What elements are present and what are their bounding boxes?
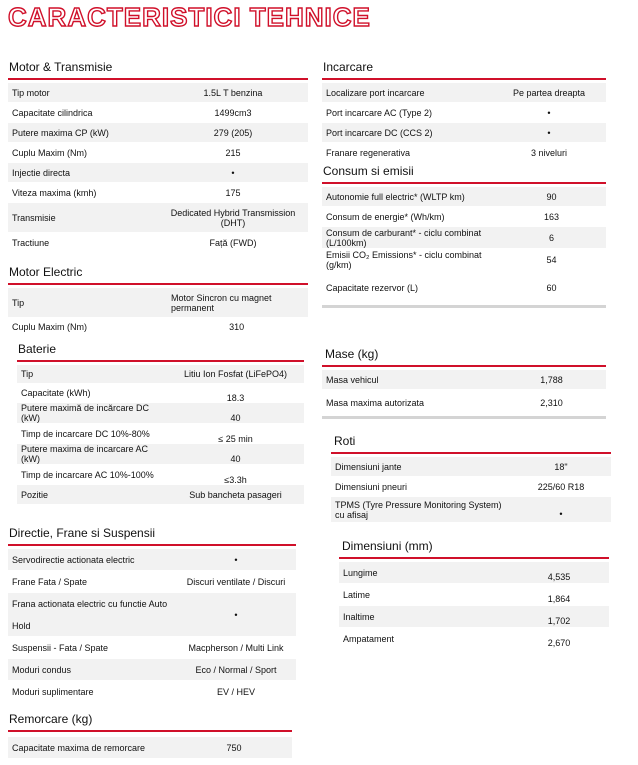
spec-table	[339, 562, 609, 650]
table-row	[8, 637, 296, 659]
row-value: 2,310	[540, 397, 563, 408]
spec-table	[8, 83, 308, 253]
table-row	[8, 549, 296, 571]
table-row	[17, 365, 304, 384]
table-row	[8, 288, 308, 318]
row-value: Macpherson / Multi Link	[188, 642, 284, 653]
row-value: 54	[546, 254, 557, 265]
section-divider	[322, 182, 606, 184]
row-value: 1,788	[540, 374, 563, 385]
section-title: Motor & Transmisie	[9, 60, 113, 74]
section-divider	[331, 452, 611, 454]
row-label: Tip motor	[12, 87, 50, 98]
row-label: Putere maximă de incărcare DC (kW)	[21, 403, 150, 423]
bullet-value: •	[547, 107, 551, 118]
row-label: Port incarcare DC (CCS 2)	[326, 127, 433, 138]
row-value: 1499cm3	[214, 107, 252, 118]
section-incarcare	[322, 60, 606, 163]
bullet-value: •	[234, 554, 238, 565]
row-label: Viteza maxima (kmh)	[12, 187, 97, 198]
section-bottom-rule	[322, 416, 606, 419]
row-label: Capacitate cilindrica	[12, 107, 93, 118]
section-title: Directie, Frane si Suspensii	[9, 526, 156, 540]
spec-table	[8, 288, 308, 336]
section-title: Motor Electric	[9, 265, 83, 279]
table-row	[8, 183, 308, 203]
table-row	[331, 497, 611, 523]
table-row	[17, 403, 304, 424]
section-title: Baterie	[18, 342, 57, 356]
spec-table	[322, 187, 606, 308]
table-row	[8, 659, 296, 681]
row-label: Servodirectie actionata electric	[12, 554, 135, 565]
section-consum-emisii	[322, 164, 606, 308]
row-value: 4,535	[547, 571, 571, 582]
section-motor-transmisie	[8, 60, 308, 253]
row-value: 60	[546, 282, 557, 293]
row-label: Consum de carburant* - ciclu combinat (L/100km)	[326, 227, 482, 248]
row-value: Pe partea dreapta	[512, 87, 586, 98]
table-row	[17, 424, 304, 444]
bullet-value: •	[559, 508, 563, 519]
row-label: Inaltime	[343, 611, 375, 622]
row-label: Suspensii - Fata / Spate	[12, 642, 109, 653]
table-row	[8, 571, 296, 593]
row-value: 215	[225, 147, 241, 158]
table-row	[8, 203, 308, 233]
row-label: Masa vehicul	[326, 374, 379, 385]
section-title: Consum si emisii	[323, 164, 414, 178]
row-value: Discuri ventilate / Discuri	[186, 576, 286, 587]
section-title: Dimensiuni (mm)	[342, 539, 433, 553]
section-divider	[8, 730, 292, 732]
row-value: 40	[230, 454, 241, 464]
table-row	[322, 103, 606, 123]
row-value: 18.3	[226, 393, 245, 403]
section-divider	[322, 78, 606, 80]
row-label: Ampatament	[343, 633, 395, 644]
row-value: Dedicated Hybrid Transmission (DHT)	[170, 207, 296, 228]
table-row	[8, 737, 292, 759]
row-value: 279 (205)	[213, 127, 253, 138]
section-bottom-rule	[322, 305, 606, 308]
row-label: Consum de energie* (Wh/km)	[326, 211, 445, 222]
section-title: Roti	[334, 434, 356, 448]
row-label: Autonomie full electric* (WLTP km)	[326, 191, 465, 202]
section-title: Incarcare	[323, 60, 374, 74]
section-dimensiuni	[339, 539, 609, 650]
row-label: Capacitate rezervor (L)	[326, 282, 419, 293]
row-value: 1.5L T benzina	[203, 87, 263, 98]
table-row	[8, 593, 296, 637]
section-directie-frane-suspensii	[8, 526, 296, 703]
row-value: 1,702	[547, 615, 571, 626]
table-row	[8, 123, 308, 143]
row-label: Masa maxima autorizata	[326, 397, 425, 408]
row-label: Capacitate (kWh)	[21, 388, 91, 398]
row-label: Lungime	[343, 567, 378, 578]
section-baterie	[17, 342, 304, 505]
row-value: 90	[546, 191, 557, 202]
row-label: Tractiune	[12, 237, 50, 248]
table-row	[8, 318, 308, 336]
row-label: Localizare port incarcare	[326, 87, 425, 98]
row-label: Injectie directa	[12, 167, 71, 178]
row-value: ≤3.3h	[224, 474, 247, 485]
row-label: Dimensiuni pneuri	[335, 481, 408, 492]
row-value: 40	[230, 413, 241, 423]
row-label: Moduri suplimentare	[12, 686, 94, 697]
row-value: 225/60 R18	[537, 481, 585, 492]
row-label: TPMS (Tyre Pressure Monitoring System) cu afisaj	[335, 499, 502, 520]
spec-table	[17, 365, 304, 505]
section-mase	[322, 347, 606, 419]
row-label: Frana actionata electric cu functie Auto Hold	[12, 598, 168, 631]
row-value: 163	[543, 211, 560, 222]
row-label: Frane Fata / Spate	[12, 576, 88, 587]
row-label: Putere maxima CP (kW)	[12, 127, 109, 138]
table-row	[8, 103, 308, 123]
row-label: Dimensiuni jante	[335, 461, 402, 472]
row-value: Sub bancheta pasageri	[189, 489, 282, 500]
row-value: 750	[226, 742, 242, 753]
table-row	[322, 83, 606, 103]
page-title: CARACTERISTICI TEHNICE	[8, 2, 371, 32]
row-value: EV / HEV	[216, 686, 255, 697]
spec-table	[322, 83, 606, 163]
table-row	[331, 457, 611, 477]
row-label: Tip	[12, 297, 25, 308]
table-row	[17, 384, 304, 403]
row-label: Moduri condus	[12, 664, 72, 675]
row-label: Latime	[343, 589, 371, 600]
row-label: Port incarcare AC (Type 2)	[326, 107, 433, 118]
row-value: 3 niveluri	[530, 147, 568, 158]
section-title: Remorcare (kg)	[9, 712, 93, 726]
row-value: 18"	[554, 461, 568, 472]
table-row	[322, 227, 606, 249]
bullet-value: •	[547, 127, 551, 138]
row-label: Cuplu Maxim (Nm)	[12, 147, 88, 158]
section-divider	[17, 360, 304, 362]
row-label: Tip	[21, 369, 34, 379]
table-row	[8, 681, 296, 703]
spec-table	[322, 370, 606, 419]
spec-table	[8, 549, 296, 703]
table-row	[322, 370, 606, 390]
row-label: Timp de incarcare AC 10%-100%	[21, 469, 154, 480]
section-divider	[339, 557, 609, 559]
row-label: Emisii CO₂ Emissions* - ciclu combinat (g/km)	[326, 249, 482, 270]
row-label: Pozitie	[21, 489, 49, 500]
table-row	[339, 606, 609, 628]
row-label: Cuplu Maxim (Nm)	[12, 321, 88, 332]
table-row	[17, 465, 304, 485]
row-value: Eco / Normal / Sport	[195, 664, 277, 675]
table-row	[17, 444, 304, 465]
bullet-value: •	[231, 167, 235, 178]
section-roti	[331, 434, 611, 523]
row-value: Față (FWD)	[209, 237, 257, 248]
row-label: Capacitate maxima de remorcare	[12, 742, 146, 753]
table-row	[17, 485, 304, 505]
table-row	[322, 271, 606, 305]
section-divider	[8, 78, 308, 80]
table-row	[339, 562, 609, 584]
table-row	[322, 123, 606, 143]
table-row	[322, 143, 606, 163]
section-divider	[8, 283, 308, 285]
table-row	[322, 390, 606, 416]
row-label: Transmisie	[12, 212, 56, 223]
row-value: Motor Sincron cu magnet permanent	[171, 292, 272, 313]
row-label: Putere maxima de incarcare AC (kW)	[21, 444, 149, 464]
row-value: Litiu Ion Fosfat (LiFePO4)	[183, 369, 288, 379]
bullet-value: •	[234, 609, 238, 620]
table-row	[322, 207, 606, 227]
section-divider	[322, 365, 606, 367]
table-row	[8, 233, 308, 253]
section-remorcare	[8, 712, 292, 759]
spec-table	[331, 457, 611, 523]
table-row	[8, 143, 308, 163]
table-row	[339, 628, 609, 650]
table-row	[322, 187, 606, 207]
section-motor-electric	[8, 265, 308, 336]
spec-table	[8, 737, 292, 759]
row-value: ≤ 25 min	[218, 433, 253, 444]
table-row	[339, 584, 609, 606]
row-value: 2,670	[547, 637, 571, 648]
table-row	[331, 477, 611, 497]
section-divider	[8, 544, 296, 546]
row-label: Timp de incarcare DC 10%-80%	[21, 428, 150, 439]
row-value: 310	[229, 321, 245, 332]
table-row	[8, 163, 308, 183]
row-value: 1,864	[547, 593, 571, 604]
row-value: 6	[548, 232, 554, 243]
section-title: Mase (kg)	[325, 347, 379, 361]
table-row	[8, 83, 308, 103]
row-label: Franare regenerativa	[326, 147, 411, 158]
row-value: 175	[225, 187, 241, 198]
table-row	[322, 249, 606, 271]
